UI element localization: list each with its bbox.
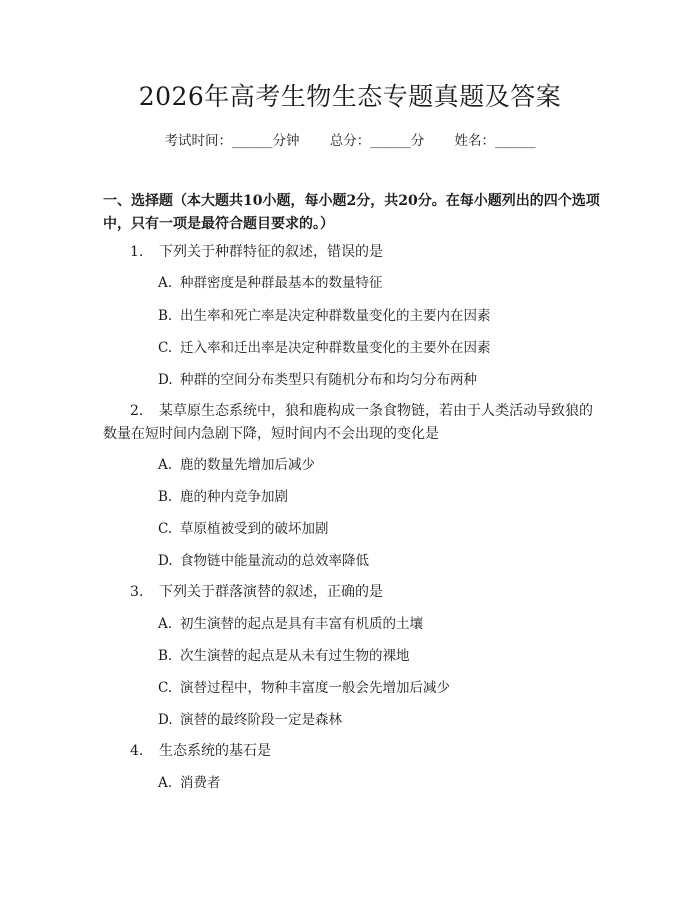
option-text: 迁入率和迁出率是决定种群数量变化的主要外在因素 [180, 340, 491, 356]
question-3-option-c [158, 678, 450, 698]
option-letter: B. [158, 489, 173, 505]
option-text: 初生演替的起点是具有丰富有机质的土壤 [180, 616, 423, 632]
student-name-field: 姓名：______ [454, 133, 536, 149]
option-text: 鹿的种内竞争加剧 [180, 489, 288, 505]
option-text: 草原植被受到的破坏加剧 [180, 521, 329, 537]
question-stem: 某草原生态系统中，狼和鹿构成一条食物链，若由于人类活动导致狼的数量在短时间内急剧下降，短时间内不会出现的变化是 [103, 403, 593, 442]
option-letter: A. [158, 616, 173, 632]
question-1-option-b [158, 306, 491, 326]
option-letter: C. [158, 680, 173, 696]
option-letter: D. [158, 372, 173, 388]
question-1-option-d [158, 370, 477, 390]
option-letter: C. [158, 340, 173, 356]
option-text: 种群的空间分布类型只有随机分布和均匀分布两种 [180, 372, 477, 388]
question-3-option-d [158, 710, 342, 730]
question-2-option-c [158, 519, 329, 539]
question-1 [103, 241, 601, 264]
option-text: 次生演替的起点是从未有过生物的裸地 [180, 648, 410, 664]
question-3-option-a [158, 614, 423, 634]
option-text: 食物链中能量流动的总效率降低 [180, 553, 369, 569]
total-score-field: 总分：______分 [329, 133, 425, 149]
option-text: 演替过程中，物种丰富度一般会先增加后减少 [180, 680, 450, 696]
option-text: 消费者 [180, 775, 221, 791]
question-4-option-a [158, 773, 221, 793]
question-2-option-d [158, 551, 369, 571]
option-letter: A. [158, 457, 173, 473]
question-number: 4. [130, 743, 144, 759]
question-stem: 生态系统的基石是 [159, 743, 271, 759]
question-stem: 下列关于种群特征的叙述，错误的是 [159, 244, 383, 260]
question-stem: 下列关于群落演替的叙述，正确的是 [159, 584, 383, 600]
question-number: 3. [130, 584, 144, 600]
question-2 [103, 400, 601, 446]
option-text: 演替的最终阶段一定是森林 [180, 712, 342, 728]
option-letter: B. [158, 308, 173, 324]
question-3 [103, 581, 601, 604]
option-text: 出生率和死亡率是决定种群数量变化的主要内在因素 [180, 308, 491, 324]
question-4 [103, 740, 601, 763]
question-number: 1. [130, 244, 144, 260]
question-1-option-a [158, 273, 383, 293]
option-letter: D. [158, 712, 173, 728]
option-letter: B. [158, 648, 173, 664]
option-letter: C. [158, 521, 173, 537]
exam-time-field: 考试时间：______分钟 [164, 133, 300, 149]
question-number: 2. [130, 403, 144, 419]
option-letter: D. [158, 553, 173, 569]
question-2-option-b [158, 487, 288, 507]
option-text: 鹿的数量先增加后减少 [180, 457, 315, 473]
option-text: 种群密度是种群最基本的数量特征 [180, 275, 383, 291]
page-title: 2026年高考生物生态专题真题及答案 [138, 82, 562, 111]
option-letter: A. [158, 275, 173, 291]
exam-meta [0, 132, 700, 150]
question-3-option-b [158, 646, 410, 666]
section-heading: 一、选择题（本大题共10小题，每小题2分，共20分。在每小题列出的四个选项中，只有一项是最符合题目要求的。） [103, 193, 600, 232]
question-2-option-a [158, 455, 315, 475]
question-1-option-c [158, 338, 491, 358]
option-letter: A. [158, 775, 173, 791]
